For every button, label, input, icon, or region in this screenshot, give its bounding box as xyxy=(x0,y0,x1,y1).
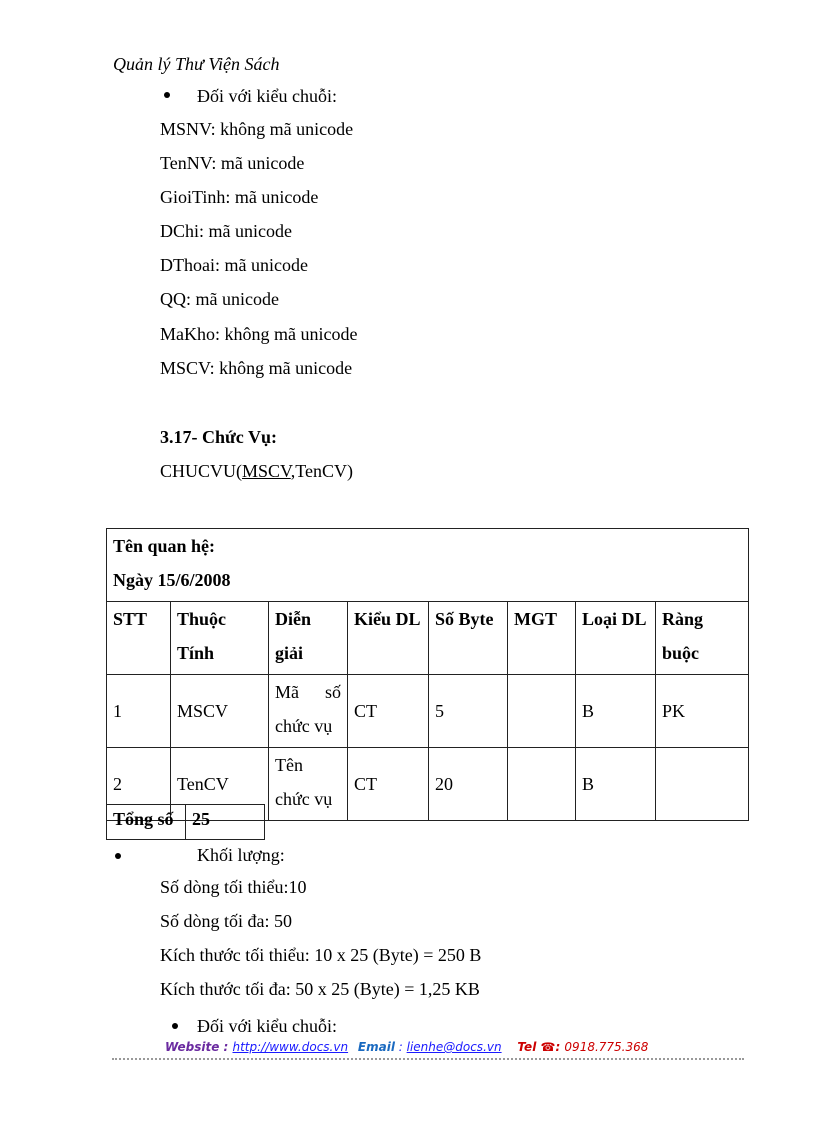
relation-prefix: CHUCVU( xyxy=(160,461,243,481)
cell xyxy=(508,748,576,821)
cell: 20 xyxy=(429,748,508,821)
relation-schema xyxy=(160,461,353,481)
total-label: Tổng số xyxy=(107,805,186,840)
line: MSNV: không mã unicode xyxy=(160,119,354,139)
cell: B xyxy=(576,748,656,821)
header-cell: MGT xyxy=(508,602,576,675)
cell: Mã số chức vụ xyxy=(269,675,348,748)
page-footer xyxy=(165,1040,648,1054)
line: Số dòng tối thiểu:10 xyxy=(160,877,307,897)
bullet-icon xyxy=(172,1023,178,1029)
line: Số dòng tối đa: 50 xyxy=(160,911,293,931)
table-title: Tên quan hệ: xyxy=(113,536,216,556)
email-sep: : xyxy=(394,1040,407,1054)
header-cell: Loại DL xyxy=(576,602,656,675)
bullet-icon xyxy=(164,92,170,98)
header-cell: Thuộc Tính xyxy=(171,602,269,675)
cell: PK xyxy=(656,675,749,748)
total-table xyxy=(106,804,265,840)
line: Kích thước tối thiểu: 10 x 25 (Byte) = 250 B xyxy=(160,945,482,965)
footer-divider xyxy=(112,1058,744,1060)
bullet-text: Đối với kiểu chuỗi: xyxy=(197,86,338,106)
cell: CT xyxy=(348,675,429,748)
cell: MSCV xyxy=(171,675,269,748)
cell: 5 xyxy=(429,675,508,748)
bullet-icon xyxy=(115,853,121,859)
relation-table xyxy=(106,528,749,821)
cell xyxy=(508,675,576,748)
relation-key: MSCV xyxy=(242,461,291,481)
tel-number: 0918.775.368 xyxy=(564,1040,649,1054)
line: MSCV: không mã unicode xyxy=(160,358,353,378)
bullet-text: Khối lượng: xyxy=(197,845,285,865)
line: DThoai: mã unicode xyxy=(160,255,308,275)
website-label: Website : xyxy=(165,1040,233,1054)
cell: CT xyxy=(348,748,429,821)
table-title-cell xyxy=(107,529,749,602)
page-header: Quản lý Thư Viện Sách xyxy=(113,54,280,74)
cell: 1 xyxy=(107,675,171,748)
line: GioiTinh: mã unicode xyxy=(160,187,319,207)
header-cell: Kiểu DL xyxy=(348,602,429,675)
header-cell: Diễn giải xyxy=(269,602,348,675)
table-header-row xyxy=(107,602,749,675)
bullet-text: Đối với kiểu chuỗi: xyxy=(197,1016,338,1036)
email-label: Email xyxy=(357,1040,395,1054)
cell: 2 xyxy=(107,748,171,821)
website-link[interactable]: http://www.docs.vn xyxy=(232,1040,349,1054)
line: TenNV: mã unicode xyxy=(160,153,305,173)
cell xyxy=(656,748,749,821)
header-cell: STT xyxy=(107,602,171,675)
total-value: 25 xyxy=(186,805,265,840)
table-row xyxy=(107,675,749,748)
line: QQ: mã unicode xyxy=(160,289,279,309)
cell: TenCV xyxy=(171,748,269,821)
line: MaKho: không mã unicode xyxy=(160,324,358,344)
header-cell: Số Byte xyxy=(429,602,508,675)
tel-label: Tel ☎: xyxy=(517,1040,565,1054)
cell: B xyxy=(576,675,656,748)
line: Kích thước tối đa: 50 x 25 (Byte) = 1,25 KB xyxy=(160,979,480,999)
section-heading: 3.17- Chức Vụ: xyxy=(160,427,277,447)
relation-suffix: ,TenCV) xyxy=(290,461,353,481)
email-link[interactable]: lienhe@docs.vn xyxy=(406,1040,502,1054)
header-cell: Ràng buộc xyxy=(656,602,749,675)
line: DChi: mã unicode xyxy=(160,221,292,241)
table-date: Ngày 15/6/2008 xyxy=(113,570,231,590)
cell: Tên chức vụ xyxy=(269,748,348,821)
